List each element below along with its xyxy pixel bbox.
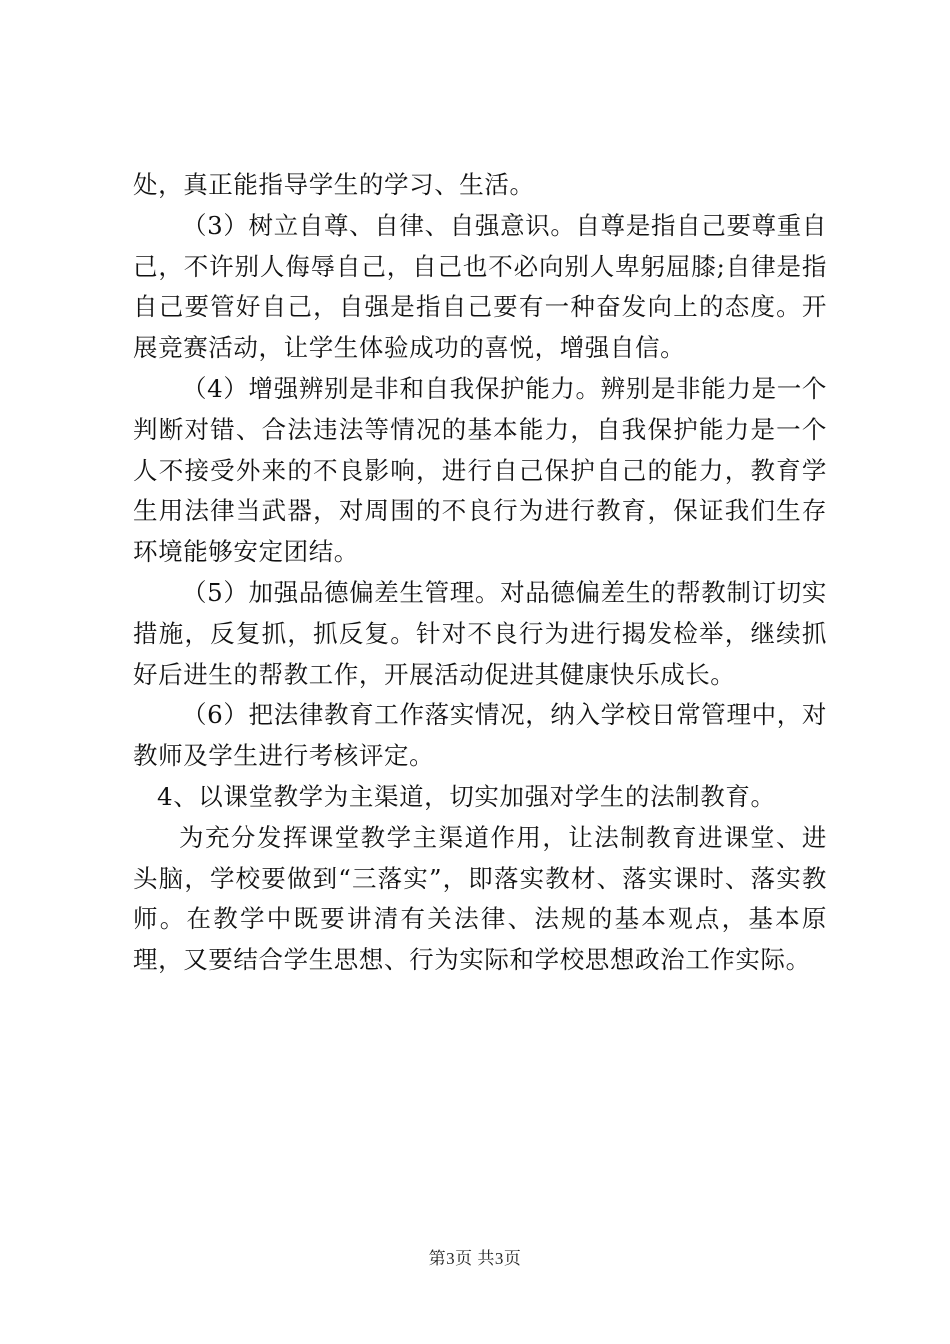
paragraph-item-3: （3）树立自尊、自律、自强意识。自尊是指自己要尊重自己，不许别人侮辱自己，自己也不必向别人卑躬屈膝;自律是指自己要管好自己，自强是指自己要有一种奋发向上的态度。开展竞赛活动，让学生体验成功的喜悦，增强自信。	[133, 210, 827, 363]
page-number-footer: 第3页 共3页	[428, 1249, 522, 1268]
paragraph-item-4: （4）增强辨别是非和自我保护能力。辨别是非能力是一个判断对错、合法违法等情况的基本能力，自我保护能力是一个人不接受外来的不良影响，进行自己保护自己的能力，教育学生用法律当武器，对周围的不良行为进行教育，保证我们生存环境能够安定团结。	[133, 373, 827, 567]
paragraph-continuation: 处，真正能指导学生的学习、生活。	[133, 170, 535, 199]
paragraph-item-5: （5）加强品德偏差生管理。对品德偏差生的帮教制订切实措施，反复抓，抓反复。针对不良行为进行揭发检举，继续抓好后进生的帮教工作，开展活动促进其健康快乐成长。	[133, 577, 827, 689]
document-body	[133, 165, 827, 981]
paragraph-item-6: （6）把法律教育工作落实情况，纳入学校日常管理中，对教师及学生进行考核评定。	[133, 700, 827, 771]
paragraph-classroom-teaching: 为充分发挥课堂教学主渠道作用，让法制教育进课堂、进头脑，学校要做到“三落实”，即落实教材、落实课时、落实教师。在教学中既要讲清有关法律、法规的基本观点，基本原理，又要结合学生思想、行为实际和学校思想政治工作实际。	[133, 822, 827, 975]
section-heading-4: 4、以课堂教学为主渠道，切实加强对学生的法制教育。	[157, 781, 776, 811]
